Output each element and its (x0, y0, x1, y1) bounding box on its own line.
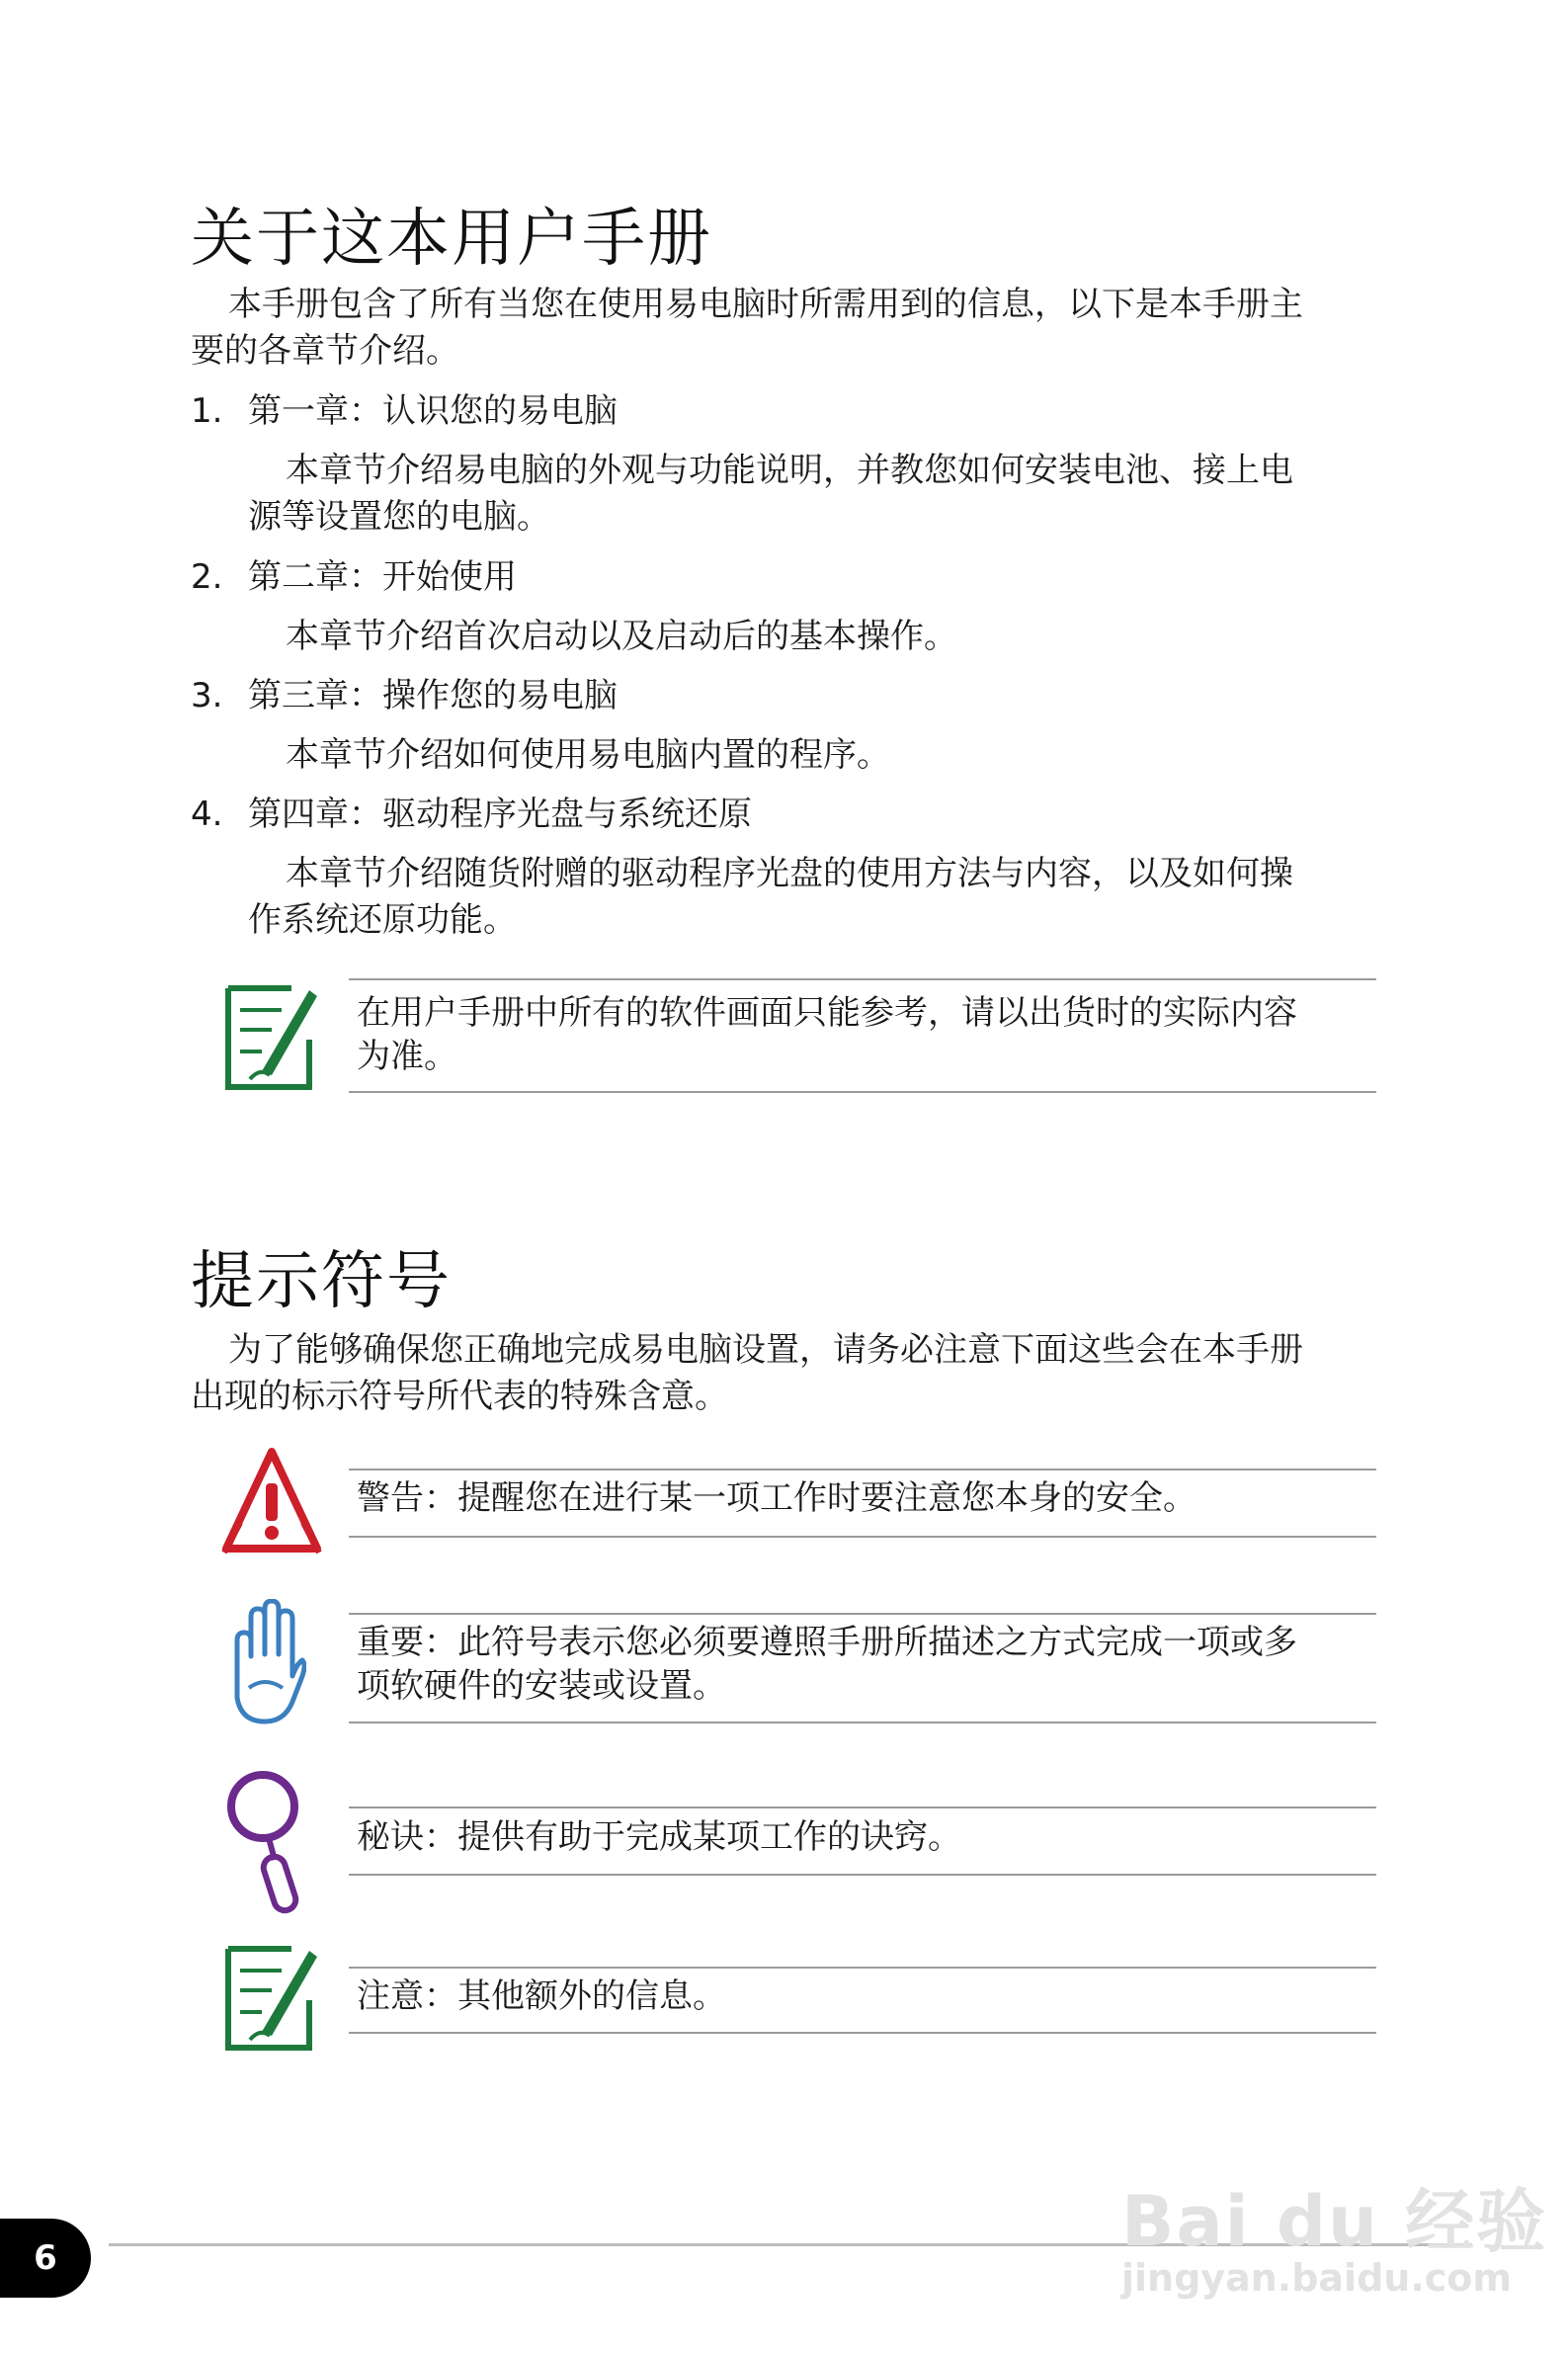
page-number: 6 (34, 2238, 57, 2278)
warning-text: 警告：提醒您在进行某一项工作时要注意您本身的安全。 (357, 1478, 1197, 1518)
note-text-line1: 在用户手册中所有的软件画面只能参考，请以出货时的实际内容 (357, 993, 1297, 1033)
watermark-brand: Bai du 经验 (1121, 2181, 1548, 2262)
note-divider-top (349, 978, 1376, 980)
chapter-3-number: 3. (191, 676, 223, 715)
chapter-4-desc-line1: 本章节介绍随货附赠的驱动程序光盘的使用方法与内容，以及如何操 (286, 854, 1293, 893)
warning-divider-bottom (349, 1536, 1376, 1538)
section2-intro (191, 1327, 1376, 1420)
chapter-3-title-text: 第三章：操作您的易电脑 (248, 676, 618, 715)
note-symbol-text: 注意：其他额外的信息。 (357, 1976, 726, 2016)
hand-icon (223, 1599, 306, 1725)
watermark-url: jingyan.baidu.com (1121, 2256, 1512, 2300)
note-icon (222, 980, 321, 1094)
chapter-3-desc-line1: 本章节介绍如何使用易电脑内置的程序。 (286, 735, 890, 775)
tip-divider-bottom (349, 1874, 1376, 1876)
chapter-2-desc-line1: 本章节介绍首次启动以及启动后的基本操作。 (286, 617, 957, 656)
section2-intro-line2: 出现的标示符号所代表的特殊含意。 (191, 1377, 728, 1416)
chapter-1-desc-line1: 本章节介绍易电脑的外观与功能说明，并教您如何安装电池、接上电 (286, 451, 1293, 490)
warning-divider-top (349, 1469, 1376, 1471)
chapter-3-desc (248, 732, 1376, 779)
chapter-4-desc (248, 851, 1376, 944)
page-number-badge (0, 2219, 91, 2298)
note-text-line2: 为准。 (357, 1037, 457, 1076)
section-title-symbols: 提示符号 (191, 1245, 452, 1318)
chapter-4-title (191, 792, 752, 838)
chapter-4-number: 4. (191, 795, 223, 834)
important-divider-top (349, 1613, 1376, 1615)
tip-divider-top (349, 1807, 1376, 1808)
magnifier-icon (223, 1769, 308, 1917)
section1-intro-line2: 要的各章节介绍。 (191, 331, 459, 371)
chapter-2-desc (248, 614, 1376, 660)
important-divider-bottom (349, 1722, 1376, 1723)
note-symbol-divider-bottom (349, 2032, 1376, 2034)
chapter-1-desc (248, 448, 1376, 541)
note-text (357, 991, 1384, 1078)
note-divider-bottom (349, 1091, 1376, 1093)
section1-intro (191, 282, 1376, 375)
chapter-1-title (191, 388, 618, 435)
tip-text: 秘诀：提供有助于完成某项工作的诀窍。 (357, 1817, 961, 1857)
chapter-2-title (191, 554, 517, 601)
important-text (357, 1621, 1384, 1708)
section2-intro-line1: 为了能够确保您正确地完成易电脑设置，请务必注意下面这些会在本手册 (228, 1330, 1303, 1370)
section-title-about-manual: 关于这本用户手册 (191, 203, 712, 276)
chapter-3-title (191, 673, 618, 719)
chapter-1-number: 1. (191, 391, 223, 431)
important-text-line2: 项软硬件的安装或设置。 (357, 1666, 726, 1706)
chapter-2-title-text: 第二章：开始使用 (248, 557, 517, 597)
chapter-4-title-text: 第四章：驱动程序光盘与系统还原 (248, 795, 752, 834)
warning-icon (220, 1446, 323, 1558)
chapter-2-number: 2. (191, 557, 223, 597)
chapter-1-title-text: 第一章：认识您的易电脑 (248, 391, 618, 431)
note-icon-symbol (222, 1941, 321, 2055)
section1-intro-line1: 本手册包含了所有当您在使用易电脑时所需用到的信息，以下是本手册主 (228, 285, 1303, 324)
important-text-line1: 重要：此符号表示您必须要遵照手册所描述之方式完成一项或多 (357, 1623, 1297, 1662)
chapter-1-desc-line2: 源等设置您的电脑。 (248, 497, 550, 537)
chapter-4-desc-line2: 作系统还原功能。 (248, 900, 517, 940)
note-symbol-divider-top (349, 1967, 1376, 1969)
